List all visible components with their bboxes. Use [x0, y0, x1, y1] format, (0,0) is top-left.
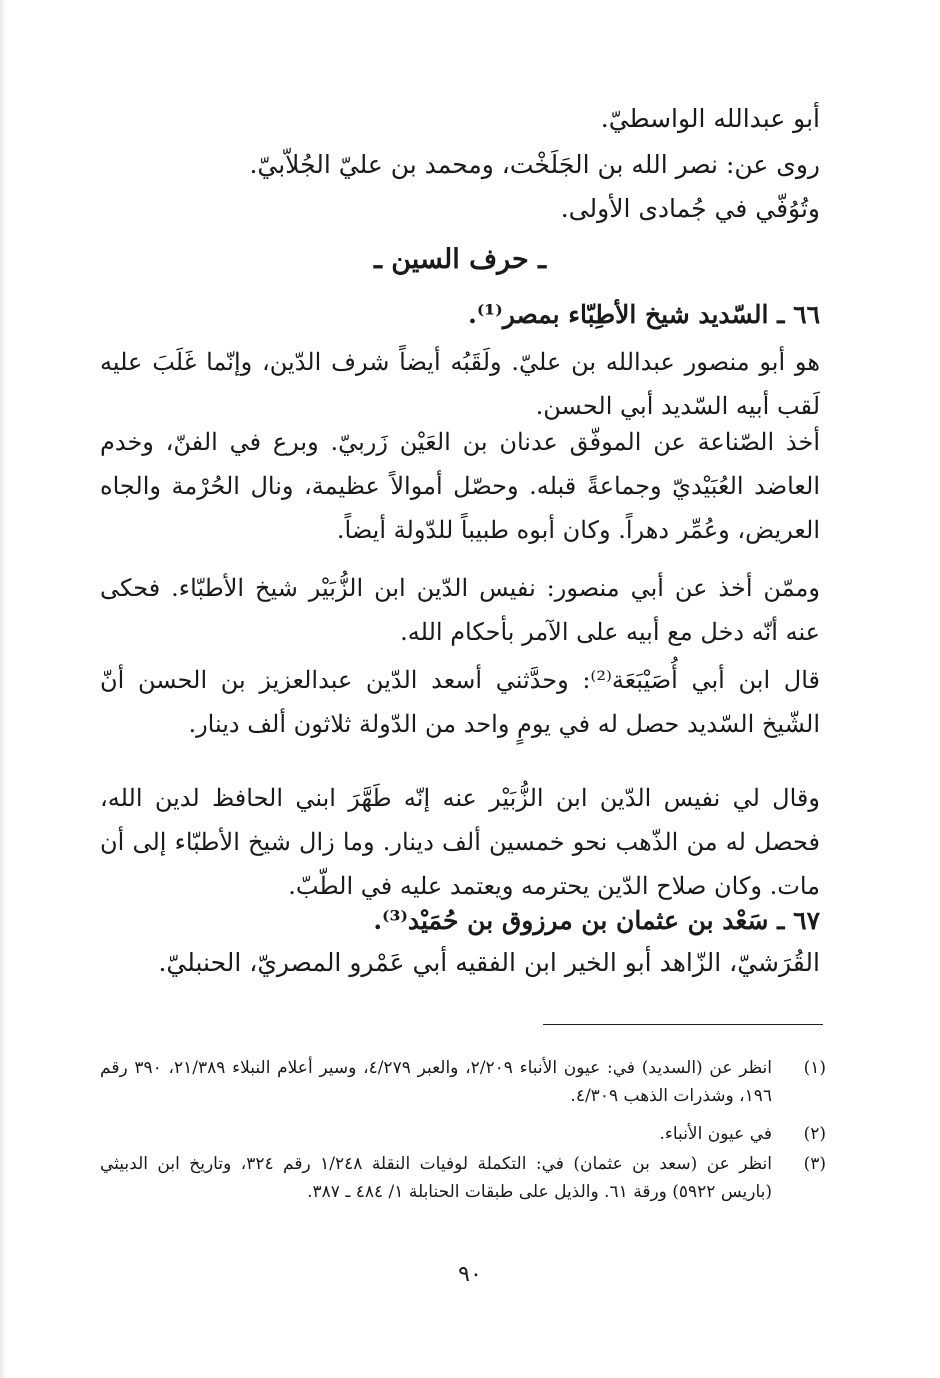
footnote-2 — [100, 1120, 826, 1148]
entry-66-paragraph-3: وممّن أخذ عن أبي منصور: نفيس الدّين ابن الزُّبَيْر شيخ الأطبّاء. فحكى عنه أنّه دخل مع أبيه على الآمر بأحكام الله. — [100, 574, 820, 646]
page-edge-shadow — [0, 0, 6, 1378]
footnote-2-text: في عيون الأنباء. — [659, 1124, 772, 1144]
top-line-2: روى عن: نصر الله بن الجَلَخْت، ومحمد بن عليّ الجُلاّبيّ. — [249, 150, 820, 179]
top-line-1: أبو عبدالله الواسطيّ. — [600, 104, 820, 133]
entry-66-paragraph-1: هو أبو منصور عبدالله بن عليّ. ولَقَبُه أيضاً شرف الدّين، وإنّما غَلَبَ عليه لَقب أبيه السّديد أبي الحسن. — [100, 348, 820, 420]
section-heading: ـ حرف السين ـ — [373, 244, 547, 275]
entry-66-paragraph-2: أخذ الصّناعة عن الموفّق عدنان بن العَيْن زَربيّ. وبرع في الفنّ، وخدم العاضد العُبَيْديّ وجماعةً قبله. وحصّل أموالاً عظيمة، ونال الحُرْمة والجاه العريض، وعُمِّر دهراً. وكان أبوه طبيباً للدّولة أيضاً. — [100, 428, 820, 544]
entry-67-title: ٦٧ ـ سَعْد بن عثمان بن مرزوق بن حُمَيْد⁽³⁾. — [373, 906, 820, 935]
footnote-3 — [100, 1150, 826, 1206]
page-number: ٩٠ — [458, 1262, 482, 1287]
entry-66-paragraph-4: قال ابن أبي أُصَيْبَعَة⁽²⁾: وحدَّثني أسعد الدّين عبدالعزيز بن الحسن أنّ الشّيخ السّديد حصل له في يومٍ واحد من الدّولة ثلاثون ألف دينار. — [100, 666, 821, 738]
footnote-1-text: انظر عن (السديد) في: عيون الأنباء ٢/٢٠٩، والعبر ٤/٢٧٩، وسير أعلام النبلاء ٢١/٣٨٩، ٣٩٠ رقم ١٩٦، وشذرات الذهب ٤/٣٠٩. — [100, 1058, 773, 1106]
footnote-separator — [543, 1024, 823, 1025]
footnote-2-number: (٢) — [803, 1124, 826, 1144]
footnote-1 — [100, 1054, 826, 1110]
entry-66-title: ٦٦ ـ السّديد شيخ الأطِبّاء بمصر⁽¹⁾. — [468, 300, 820, 329]
entry-67-paragraph-1: القُرَشيّ، الزّاهد أبو الخير ابن الفقيه أبي عَمْرو المصريّ، الحنبليّ. — [158, 948, 820, 977]
footnote-3-number: (٣) — [803, 1154, 826, 1174]
footnote-1-number: (١) — [803, 1058, 826, 1078]
entry-66-paragraph-5: وقال لي نفيس الدّين ابن الزُّبَيْر عنه إنّه طَهَّرَ ابني الحافظ لدين الله، فحصل له من الذّهب نحو خمسين ألف دينار. وما زال شيخ الأطبّاء إلى أن مات. وكان صلاح الدّين يحترمه ويعتمد عليه في الطّبّ. — [100, 784, 820, 900]
top-line-3: وتُوُفّي في جُمادى الأولى. — [560, 194, 820, 223]
footnote-3-text: انظر عن (سعد بن عثمان) في: التكملة لوفيات النقلة ١/٢٤٨ رقم ٣٢٤، وتاريخ ابن الدبيثي (باريس ٥٩٢٢) ورقة ٦١. والذيل على طبقات الحنابلة ١/ ٤٨٤ ـ ٣٨٧. — [100, 1154, 772, 1202]
